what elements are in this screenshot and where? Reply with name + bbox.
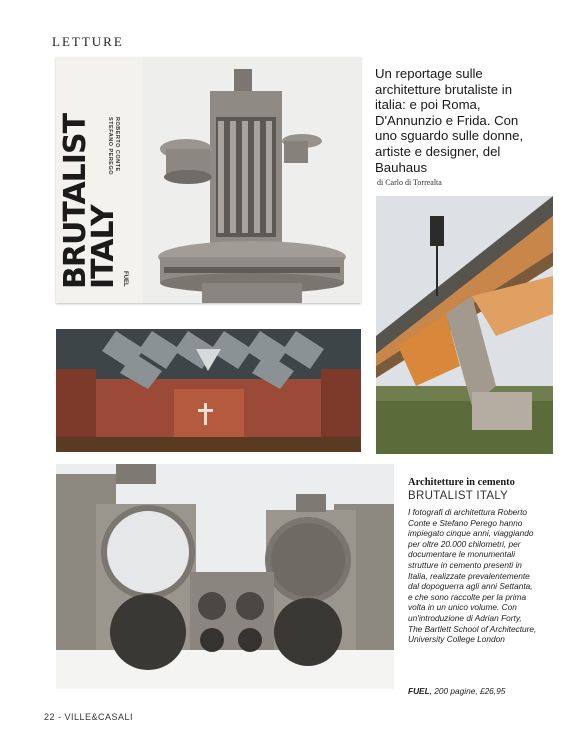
caption-publisher: FUEL [408,686,430,696]
cover-tower-photo [142,57,361,303]
bridge-photo [376,196,553,454]
caption-publication [408,686,548,696]
page-folio: 22 - VILLE&CASALI [44,712,134,722]
cover-authors [106,117,120,175]
cover-author-2: STEFANO PEREGO [107,117,113,176]
church-photo [56,329,361,452]
caption-details: , 200 pagine, £26,95 [429,686,506,696]
intro-text: Un reportage sulle architetture brutaliste in italia: e poi Roma, D'Annunzio e Frida. Con uno sguardo sulle donne, artiste e designer, del Bauhaus [375,66,524,175]
caption-subtitle: BRUTALIST ITALY [408,490,509,502]
book-cover [56,57,361,303]
caption-body: I fotografi di architettura Roberto Conte e Stefano Perego hanno impiegato cinque anni, viaggiando per oltre 20.000 chilometri, per documentare le monumentali strutture in cemento presenti in Italia, realizzate prevalentemente dal dopoguerra agli anni Settanta, e che sono raccolte per la prima volta in un unico volume. Con un'introduzione di Adrian Forty, The Bartlett School of Architecture, University College London [408,507,537,645]
byline: di Carlo di Torrealta [377,178,442,187]
cover-title-line-2: ITALY [86,205,121,289]
cover-title-line-1: BRUTALIST [58,113,93,289]
section-label: LETTURE [52,34,124,49]
arches-photo [56,464,394,689]
caption-title: Architetture in cemento [408,477,515,488]
cover-author-1: ROBERTO CONTE [114,117,120,172]
cover-publisher: FUEL [122,271,128,287]
